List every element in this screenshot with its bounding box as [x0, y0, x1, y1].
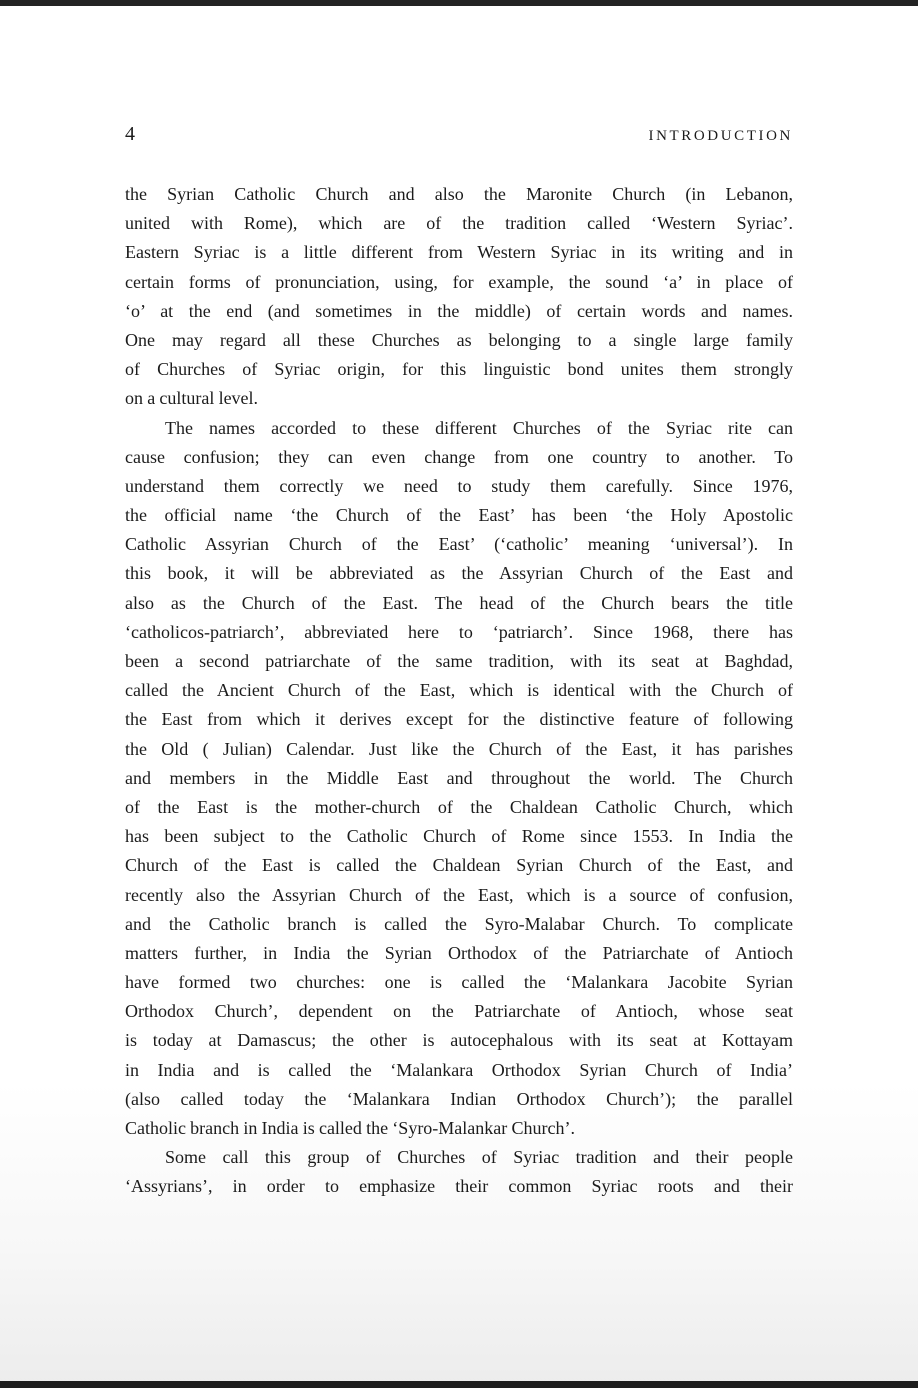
- text-line: Church of the East is called the Chaldean Syrian Church of the East, and: [125, 855, 793, 876]
- running-head: INTRODUCTION: [648, 128, 793, 144]
- page-body: [125, 180, 793, 1202]
- text-line: also as the Church of the East. The head of the Church bears the title: [125, 592, 793, 613]
- text-line: Eastern Syriac is a little different from Western Syriac in its writing and in: [125, 242, 793, 263]
- page-header: [125, 122, 793, 146]
- text-line: the Syrian Catholic Church and also the Maronite Church (in Lebanon,: [125, 184, 793, 204]
- text-line: the Old ( Julian) Calendar. Just like the Church of the East, it has parishes: [125, 738, 793, 759]
- text-line: united with Rome), which are of the tradition called ‘Western Syriac’.: [125, 213, 793, 234]
- text-line: is today at Damascus; the other is autocephalous with its seat at Kottayam: [125, 1030, 793, 1051]
- text-line: Catholic branch in India is called the ‘Syro-Malankar Church’.: [125, 1118, 575, 1138]
- text-line: in India and is called the ‘Malankara Orthodox Syrian Church of India’: [125, 1059, 793, 1080]
- text-line: ‘Assyrians’, in order to emphasize their common Syriac roots and their: [125, 1176, 793, 1197]
- text-line: matters further, in India the Syrian Orthodox of the Patriarchate of Antioch: [125, 942, 793, 963]
- text-line: (also called today the ‘Malankara Indian Orthodox Church’); the parallel: [125, 1088, 793, 1109]
- text-line: and the Catholic branch is called the Syro-Malabar Church. To complicate: [125, 913, 793, 934]
- text-line: has been subject to the Catholic Church of Rome since 1553. In India the: [125, 826, 793, 847]
- text-line: been a second patriarchate of the same tradition, with its seat at Baghdad,: [125, 651, 793, 671]
- text-line: Catholic Assyrian Church of the East’ (‘catholic’ meaning ‘universal’). In: [125, 534, 793, 555]
- book-page: [125, 0, 793, 1202]
- text-line: The names accorded to these different Churches of the Syriac rite can: [165, 417, 793, 438]
- screen-bottom-edge: [0, 1381, 918, 1388]
- text-line: this book, it will be abbreviated as the Assyrian Church of the East and: [125, 563, 793, 584]
- text-line: cause confusion; they can even change from one country to another. To: [125, 446, 793, 467]
- text-line: recently also the Assyrian Church of the East, which is a source of confusion,: [125, 884, 793, 905]
- text-line: understand them correctly we need to study them carefully. Since 1976,: [125, 475, 793, 496]
- text-line: of the East is the mother-church of the Chaldean Catholic Church, which: [125, 796, 793, 817]
- text-line: of Churches of Syriac origin, for this linguistic bond unites them strongly: [125, 359, 793, 380]
- text-line: certain forms of pronunciation, using, for example, the sound ‘a’ in place of: [125, 271, 793, 292]
- text-line: One may regard all these Churches as belonging to a single large family: [125, 329, 793, 350]
- text-line: have formed two churches: one is called the ‘Malankara Jacobite Syrian: [125, 972, 793, 993]
- text-line: ‘o’ at the end (and sometimes in the middle) of certain words and names.: [125, 300, 793, 321]
- text-line: Some call this group of Churches of Syriac tradition and their people: [165, 1147, 793, 1168]
- text-line: ‘catholicos-patriarch’, abbreviated here to ‘patriarch’. Since 1968, there has: [125, 621, 793, 642]
- text-line: the official name ‘the Church of the East’ has been ‘the Holy Apostolic: [125, 505, 793, 526]
- text-line: on a cultural level.: [125, 388, 259, 409]
- text-line: and members in the Middle East and throughout the world. The Church: [125, 767, 793, 788]
- text-line: called the Ancient Church of the East, which is identical with the Church of: [125, 680, 793, 701]
- page-number: 4: [125, 123, 135, 145]
- text-line: the East from which it derives except for the distinctive feature of following: [125, 709, 793, 730]
- text-line: Orthodox Church’, dependent on the Patriarchate of Antioch, whose seat: [125, 1001, 793, 1022]
